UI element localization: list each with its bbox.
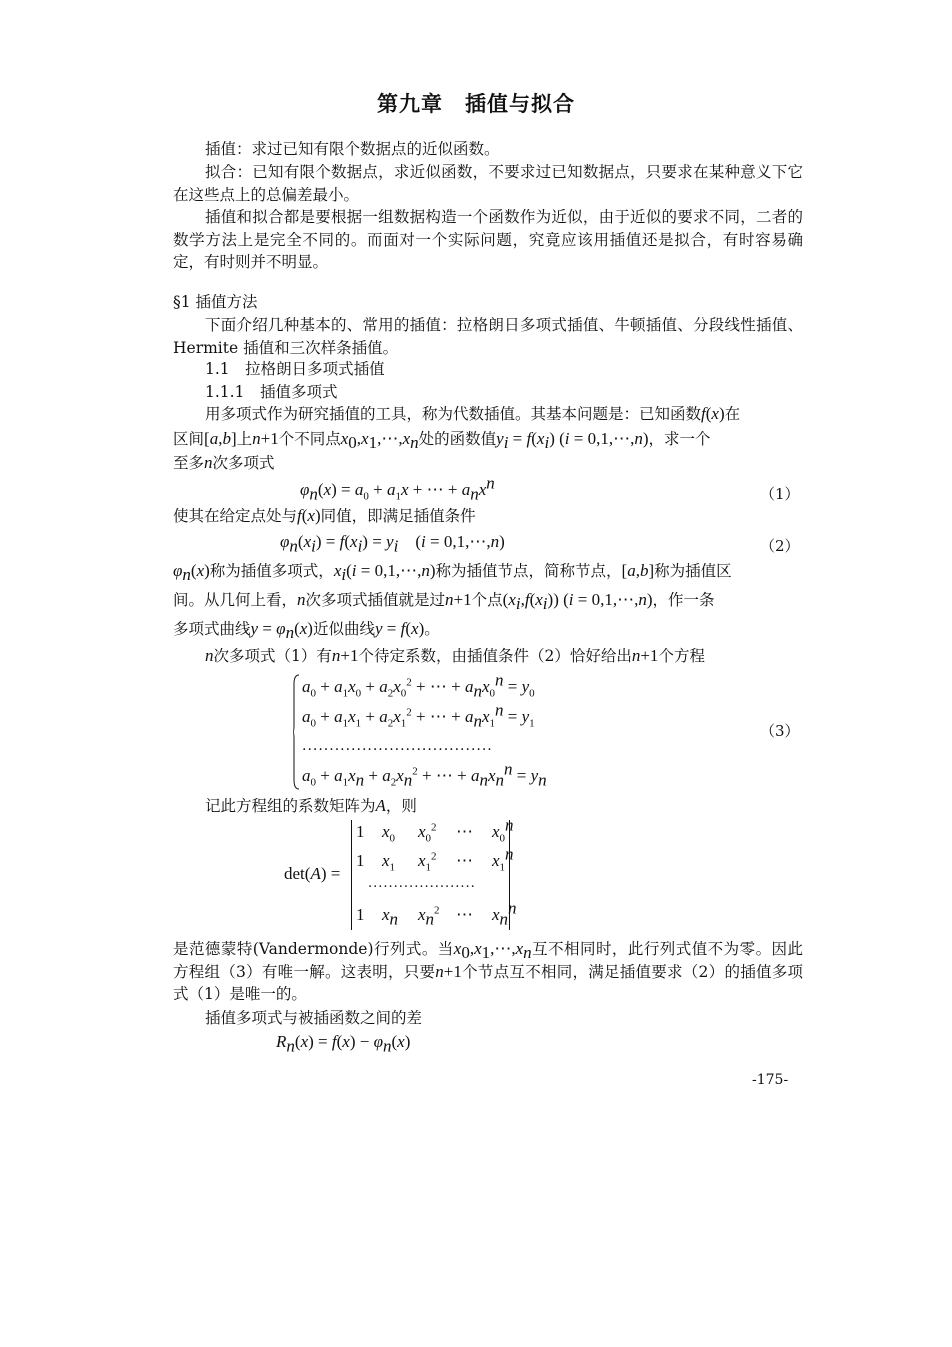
- section-heading: §1 插值方法: [173, 293, 258, 311]
- text-line: n次多项式（1）有n+1个待定系数，由插值条件（2）恰好给出n+1个方程: [205, 646, 705, 665]
- determinant-left-bar: [351, 820, 352, 930]
- paragraph-fitting-def: 拟合：已知有限个数据点，求近似函数，不要求过已知数据点，只要求在某种意义下它在这些点上的总偏差最小。: [173, 163, 803, 204]
- paragraph-vandermonde: 是范德蒙特(Vandermonde)行列式。当$x_0,x_1,\cdots,x_n$互不相同时，此行列式值不为零。因此方程组（3）有唯一解。这表明，只要n+1个节点互不相同，满足插值要求（2）的插值多项式（1）是唯一的。: [173, 939, 803, 1003]
- system-equation-row: $a_0 + a_1x_0 + a_2x_0^2$ + ⋯ + $a_nx_0^n = y_0$: [302, 670, 535, 701]
- system-equation-row: $a_0 + a_1x_1 + a_2x_1^2$ + ⋯ + $a_nx_1^n = y_1$: [302, 700, 535, 731]
- text-line: 使其在给定点处与f(x)同值，即满足插值条件: [173, 506, 476, 525]
- text-line: 区间[a,b]上n+1个不同点$x_0,x_1,\cdots,x_n$处的函数值$y_i = f(x_i) (i$ = 0,1,⋯,n)，求一个: [173, 429, 711, 453]
- equation-remainder: $R_n(x) = f(x) - \varphi_n(x)$: [276, 1032, 411, 1056]
- system-brace: [293, 674, 299, 790]
- equation-number: （1）: [760, 485, 800, 503]
- determinant-row: 1 $x_n$ $x_n^2$ ⋯ $x_n^n$: [356, 898, 517, 929]
- paragraph-interpolation-def: 插值：求过已知有限个数据点的近似函数。: [205, 140, 500, 158]
- text-line: 记此方程组的系数矩阵为A，则: [205, 796, 417, 815]
- paragraph-methods: 下面介绍几种基本的、常用的插值：拉格朗日多项式插值、牛顿插值、分段线性插值、Hermite 插值和三次样条插值。: [173, 316, 803, 357]
- text-line: 插值多项式与被插函数之间的差: [205, 1009, 423, 1027]
- equation-number: （2）: [760, 537, 800, 555]
- subsection-heading: 1.1 拉格朗日多项式插值: [205, 360, 385, 378]
- text-line: $\varphi_n(x)$称为插值多项式，$x_i(i$ = 0,1,⋯,n)称为插值节点，简称节点，[a,b]称为插值区: [173, 561, 732, 585]
- paragraph-comparison: 插值和拟合都是要根据一组数据构造一个函数作为近似，由于近似的要求不同，二者的数学方法上是完全不同的。而面对一个实际问题，究竟应该用插值还是拟合，有时容易确定，有时则并不明显。: [173, 208, 803, 271]
- determinant-row: 1 $x_1$ $x_1^2$ ⋯ $x_1^n$: [356, 844, 514, 874]
- text-line: 多项式曲线$y = \varphi_n(x)$近似曲线y = f(x)。: [173, 619, 440, 643]
- determinant-ellipsis: .....................: [368, 876, 476, 891]
- determinant-row: 1 $x_0$ $x_0^2$ ⋯ $x_0^n$: [356, 815, 514, 845]
- text-line: 至多n次多项式: [173, 453, 275, 472]
- subsubsection-heading: 1.1.1 插值多项式: [205, 383, 338, 401]
- page-number: -175-: [752, 1072, 789, 1088]
- determinant-label: det(A) =: [284, 864, 341, 883]
- text-line: 用多项式作为研究插值的工具，称为代数插值。其基本问题是：已知函数f(x)在: [205, 404, 741, 423]
- text-line: 间。从几何上看，n次多项式插值就是过n+1个点$(x_i,f(x_i)) (i$ = 0,1,⋯,n)，作一条: [173, 590, 715, 614]
- system-equation-row: $a_0 + a_1x_n + a_2x_n^2$ + ⋯ + $a_nx_n^n = y_n$: [302, 759, 547, 790]
- system-ellipsis: ...................................: [302, 738, 493, 754]
- equation-2: $\varphi_n(x_i) = f(x_i) = y_i$ (i = 0,1,⋯,n): [280, 532, 505, 556]
- equation-number: （3）: [760, 722, 800, 740]
- equation-1: $\varphi_n(x) = a_0 + a_1x$ + ⋯ + $a_nx^n$: [300, 473, 495, 504]
- chapter-title: 第九章 插值与拟合: [377, 92, 575, 116]
